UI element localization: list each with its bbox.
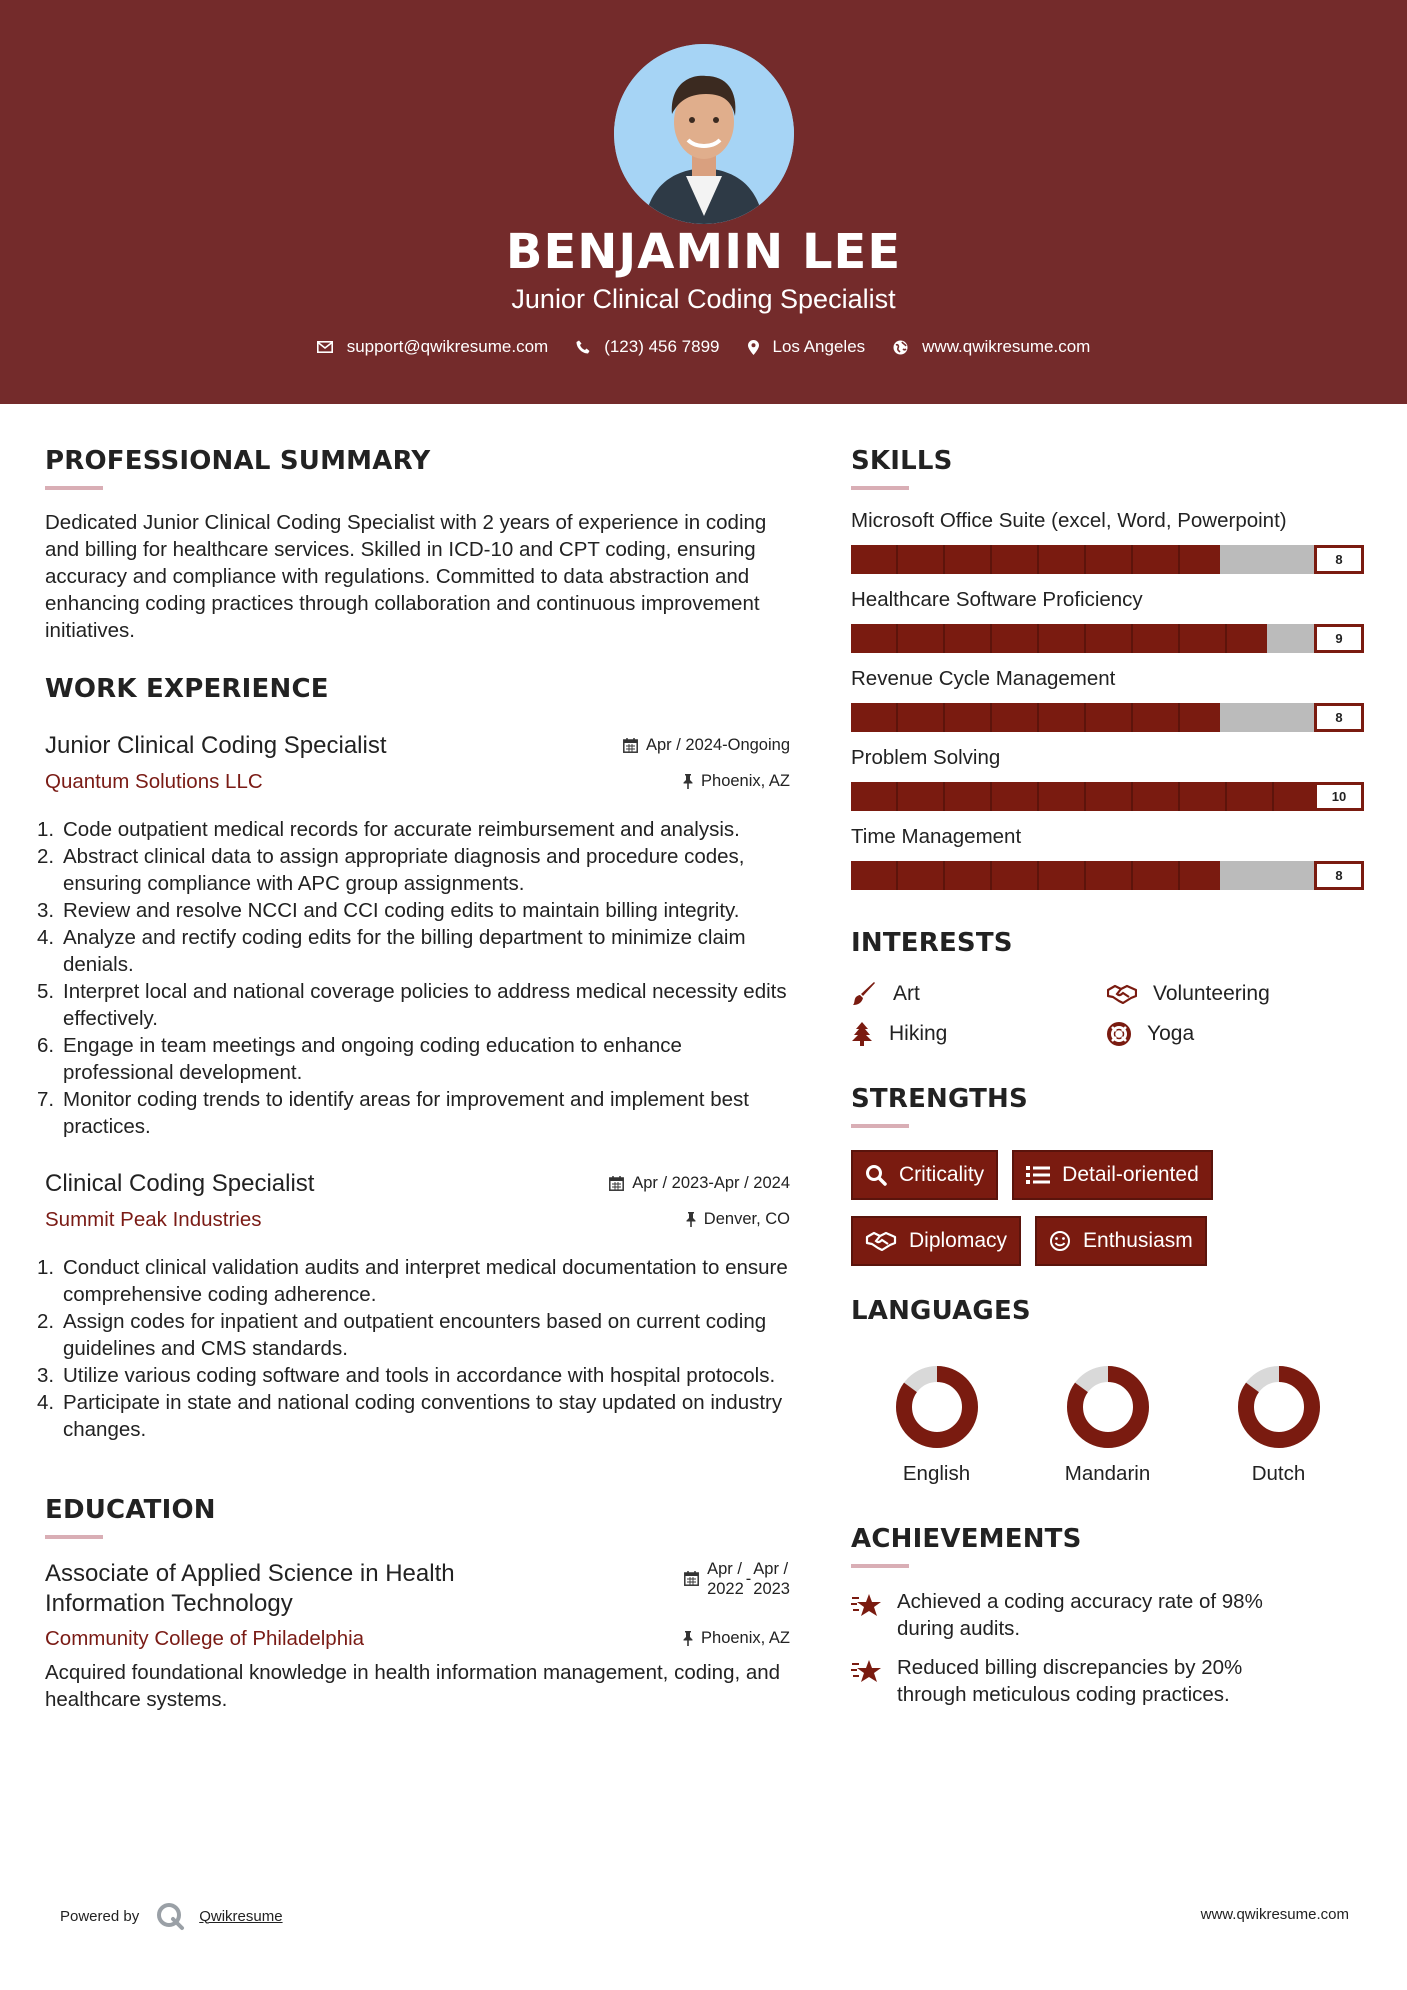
interests-list [851, 982, 1366, 1046]
interest-item [851, 982, 1107, 1006]
skill-bar [851, 624, 1364, 653]
list-item: 3. Review and resolve NCCI and CCI coding edits to maintain billing integrity. [37, 899, 740, 922]
pushpin-icon [686, 1212, 696, 1227]
achievements-heading: ACHIEVEMENTS [851, 1524, 1082, 1554]
achievement-item [851, 1588, 1366, 1642]
skill-name: Time Management [851, 825, 1022, 848]
skills-heading: SKILLS [851, 446, 953, 476]
achievement-text: Achieved a coding accuracy rate of 98% during audits. [897, 1590, 1263, 1640]
language-item [1193, 1364, 1364, 1486]
education-location-text: Phoenix, AZ [701, 1629, 790, 1647]
language-name: Mandarin [1064, 1462, 1151, 1485]
interests-heading: INTERESTS [851, 928, 1013, 958]
job-date [609, 1174, 790, 1193]
interest-label: Yoga [1147, 1022, 1195, 1045]
contact-bar [0, 337, 1407, 357]
powered-by-text: Powered by [60, 1907, 140, 1925]
list-item: 3. Utilize various coding software and tools in accordance with hospital protocols. [37, 1364, 776, 1387]
handshake-icon [865, 1231, 897, 1251]
skill-name: Microsoft Office Suite (excel, Word, Powerpoint) [851, 509, 1287, 532]
calendar-icon [609, 1176, 624, 1191]
job-title: Clinical Coding Specialist [45, 1170, 315, 1197]
skill-bar-fill [851, 703, 1220, 732]
skill-bar [851, 782, 1364, 811]
interest-item [1107, 1022, 1363, 1046]
handshake-icon [1107, 984, 1137, 1004]
strength-chip [1035, 1216, 1207, 1266]
summary-section [45, 446, 790, 644]
education-start-month: Apr / [707, 1560, 742, 1578]
language-level-donut [1236, 1364, 1322, 1450]
education-date [684, 1559, 790, 1599]
job-location [683, 772, 790, 791]
job-duties [37, 1254, 790, 1443]
language-item [851, 1364, 1022, 1486]
strengths-heading: STRENGTHS [851, 1084, 1028, 1114]
education-end-month: Apr / [753, 1560, 789, 1578]
skill-item [851, 509, 1366, 574]
strengths-list [851, 1150, 1366, 1266]
skill-name: Healthcare Software Proficiency [851, 588, 1143, 611]
left-column [37, 446, 790, 1713]
skill-item [851, 825, 1366, 890]
job-duties [37, 816, 790, 1140]
list-icon [1026, 1165, 1050, 1185]
contact-phone[interactable] [576, 337, 719, 357]
calendar-icon [623, 738, 638, 753]
interest-label: Hiking [889, 1022, 948, 1045]
experience-section [37, 674, 790, 1443]
heading-underline [45, 1535, 103, 1539]
skill-item [851, 746, 1366, 811]
heading-underline [851, 486, 909, 490]
job-date [623, 736, 790, 755]
right-column [851, 446, 1366, 1708]
skill-bar [851, 861, 1364, 890]
job-date-text: Apr / 2024-Ongoing [645, 736, 790, 754]
interest-item [1107, 982, 1363, 1006]
education-start-year: 2022 [707, 1580, 744, 1598]
language-name: English [902, 1462, 971, 1485]
list-item: 4. Participate in state and national coding conventions to stay updated on industry changes. [37, 1391, 783, 1441]
achievement-item [851, 1654, 1366, 1708]
language-level-donut [894, 1364, 980, 1450]
candidate-title: Junior Clinical Coding Specialist [511, 284, 896, 314]
contact-location [748, 337, 866, 357]
skill-bar [851, 545, 1364, 574]
list-item: 2. Assign codes for inpatient and outpatient encounters based on current coding guidelines and CMS standards. [37, 1310, 767, 1360]
job-title: Junior Clinical Coding Specialist [45, 732, 387, 759]
phone-icon [576, 340, 590, 354]
education-end-year: 2023 [753, 1580, 790, 1598]
skill-level-badge: 8 [1314, 861, 1364, 890]
heading-underline [45, 486, 103, 490]
achievement-text: Reduced billing discrepancies by 20% through meticulous coding practices. [897, 1656, 1243, 1706]
skill-level-badge: 8 [1314, 545, 1364, 574]
skill-bar-fill [851, 545, 1220, 574]
footer-powered-by [60, 1901, 283, 1931]
contact-phone-text: (123) 456 7899 [604, 337, 720, 356]
contact-website[interactable] [893, 337, 1090, 357]
strength-label: Diplomacy [909, 1229, 1008, 1252]
smile-icon [1049, 1230, 1071, 1252]
job-entry [37, 732, 790, 1140]
summary-text: Dedicated Junior Clinical Coding Specialist with 2 years of experience in coding and billing for healthcare services. Skilled in ICD-10 and CPT coding, ensuring accuracy and compliance with regulations. Committed to data abstraction and enhancing coding practices through collaboration and continuous improvement initiatives. [45, 511, 767, 642]
strength-chip [1012, 1150, 1213, 1200]
heading-underline [851, 1564, 909, 1568]
strength-label: Detail-oriented [1062, 1163, 1199, 1186]
interest-label: Volunteering [1153, 982, 1270, 1005]
skills-section [851, 446, 1366, 890]
contact-email-text: support@qwikresume.com [346, 337, 549, 356]
resume-header [0, 0, 1407, 404]
date-separator: - [745, 1570, 752, 1588]
school-name: Community College of Philadelphia [45, 1627, 365, 1650]
job-company: Quantum Solutions LLC [45, 770, 263, 793]
job-location-text: Denver, CO [703, 1210, 790, 1228]
interest-item [851, 1022, 1107, 1046]
languages-section [851, 1296, 1366, 1486]
skill-item [851, 667, 1366, 732]
education-entry [45, 1559, 790, 1713]
languages-list [851, 1364, 1366, 1486]
achievements-section [851, 1524, 1366, 1708]
job-company: Summit Peak Industries [45, 1208, 262, 1231]
interest-label: Art [893, 982, 920, 1005]
education-heading: EDUCATION [45, 1495, 216, 1525]
job-entry [37, 1170, 790, 1443]
skill-level-badge: 8 [1314, 703, 1364, 732]
list-item: 7. Monitor coding trends to identify areas for improvement and implement best practices. [37, 1088, 749, 1138]
skill-name: Problem Solving [851, 746, 1001, 769]
job-location-text: Phoenix, AZ [701, 772, 790, 790]
strengths-section [851, 1084, 1366, 1266]
pushpin-icon [683, 774, 693, 789]
degree-title: Associate of Applied Science in Health Information Technology [45, 1560, 455, 1617]
envelope-icon [317, 341, 333, 353]
job-location [686, 1210, 790, 1229]
candidate-name: BENJAMIN LEE [505, 224, 902, 280]
language-name: Dutch [1251, 1462, 1306, 1485]
contact-location-text: Los Angeles [772, 337, 866, 356]
footer-url[interactable]: www.qwikresume.com [1200, 1906, 1349, 1923]
skill-level-badge: 9 [1314, 624, 1364, 653]
lifebuoy-icon [1107, 1022, 1131, 1046]
contact-website-text: www.qwikresume.com [922, 337, 1091, 356]
strength-chip [851, 1150, 998, 1200]
skill-level-badge: 10 [1314, 782, 1364, 811]
star-award-icon [851, 1658, 883, 1684]
contact-email[interactable] [317, 337, 549, 357]
list-item: 1. Conduct clinical validation audits and interpret medical documentation to ensure comprehensive coding adherence. [37, 1256, 788, 1306]
list-item: 4. Analyze and rectify coding edits for the billing department to minimize claim denials. [37, 926, 746, 976]
strength-label: Enthusiasm [1083, 1229, 1193, 1252]
list-item: 2. Abstract clinical data to assign appropriate diagnosis and procedure codes, ensuring compliance with APC group assignments. [37, 845, 745, 895]
globe-icon [893, 340, 908, 355]
education-description: Acquired foundational knowledge in health information management, coding, and healthcare systems. [45, 1661, 781, 1711]
calendar-icon [684, 1571, 699, 1586]
education-location [683, 1629, 790, 1648]
languages-heading: LANGUAGES [851, 1296, 1031, 1326]
list-item: 1. Code outpatient medical records for accurate reimbursement and analysis. [37, 818, 740, 841]
paintbrush-icon [851, 982, 877, 1006]
list-item: 6. Engage in team meetings and ongoing coding education to enhance professional development. [37, 1034, 682, 1084]
skill-bar-fill [851, 624, 1267, 653]
avatar [614, 44, 794, 224]
qwikresume-logo-icon [155, 1901, 185, 1931]
skill-item [851, 588, 1366, 653]
skill-bar-fill [851, 861, 1220, 890]
pushpin-icon [683, 1631, 693, 1646]
summary-heading: PROFESSIONAL SUMMARY [45, 446, 431, 476]
search-icon [865, 1164, 887, 1186]
tree-icon [851, 1022, 873, 1046]
qwikresume-link[interactable]: Qwikresume [199, 1907, 283, 1925]
job-date-text: Apr / 2023-Apr / 2024 [632, 1174, 790, 1192]
skill-name: Revenue Cycle Management [851, 667, 1116, 690]
map-marker-icon [748, 340, 759, 355]
list-item: 5. Interpret local and national coverage policies to address medical necessity edits effectively. [37, 980, 787, 1030]
interests-section [851, 928, 1366, 1046]
skill-bar [851, 703, 1364, 732]
strength-label: Criticality [899, 1163, 985, 1186]
language-level-donut [1065, 1364, 1151, 1450]
strength-chip [851, 1216, 1021, 1266]
profile-photo [614, 44, 794, 224]
experience-heading: WORK EXPERIENCE [45, 674, 329, 704]
skill-bar-fill [851, 782, 1364, 811]
language-item [1022, 1364, 1193, 1486]
education-section [45, 1495, 790, 1713]
star-award-icon [851, 1592, 883, 1618]
skills-list [851, 509, 1366, 890]
heading-underline [851, 1124, 909, 1128]
